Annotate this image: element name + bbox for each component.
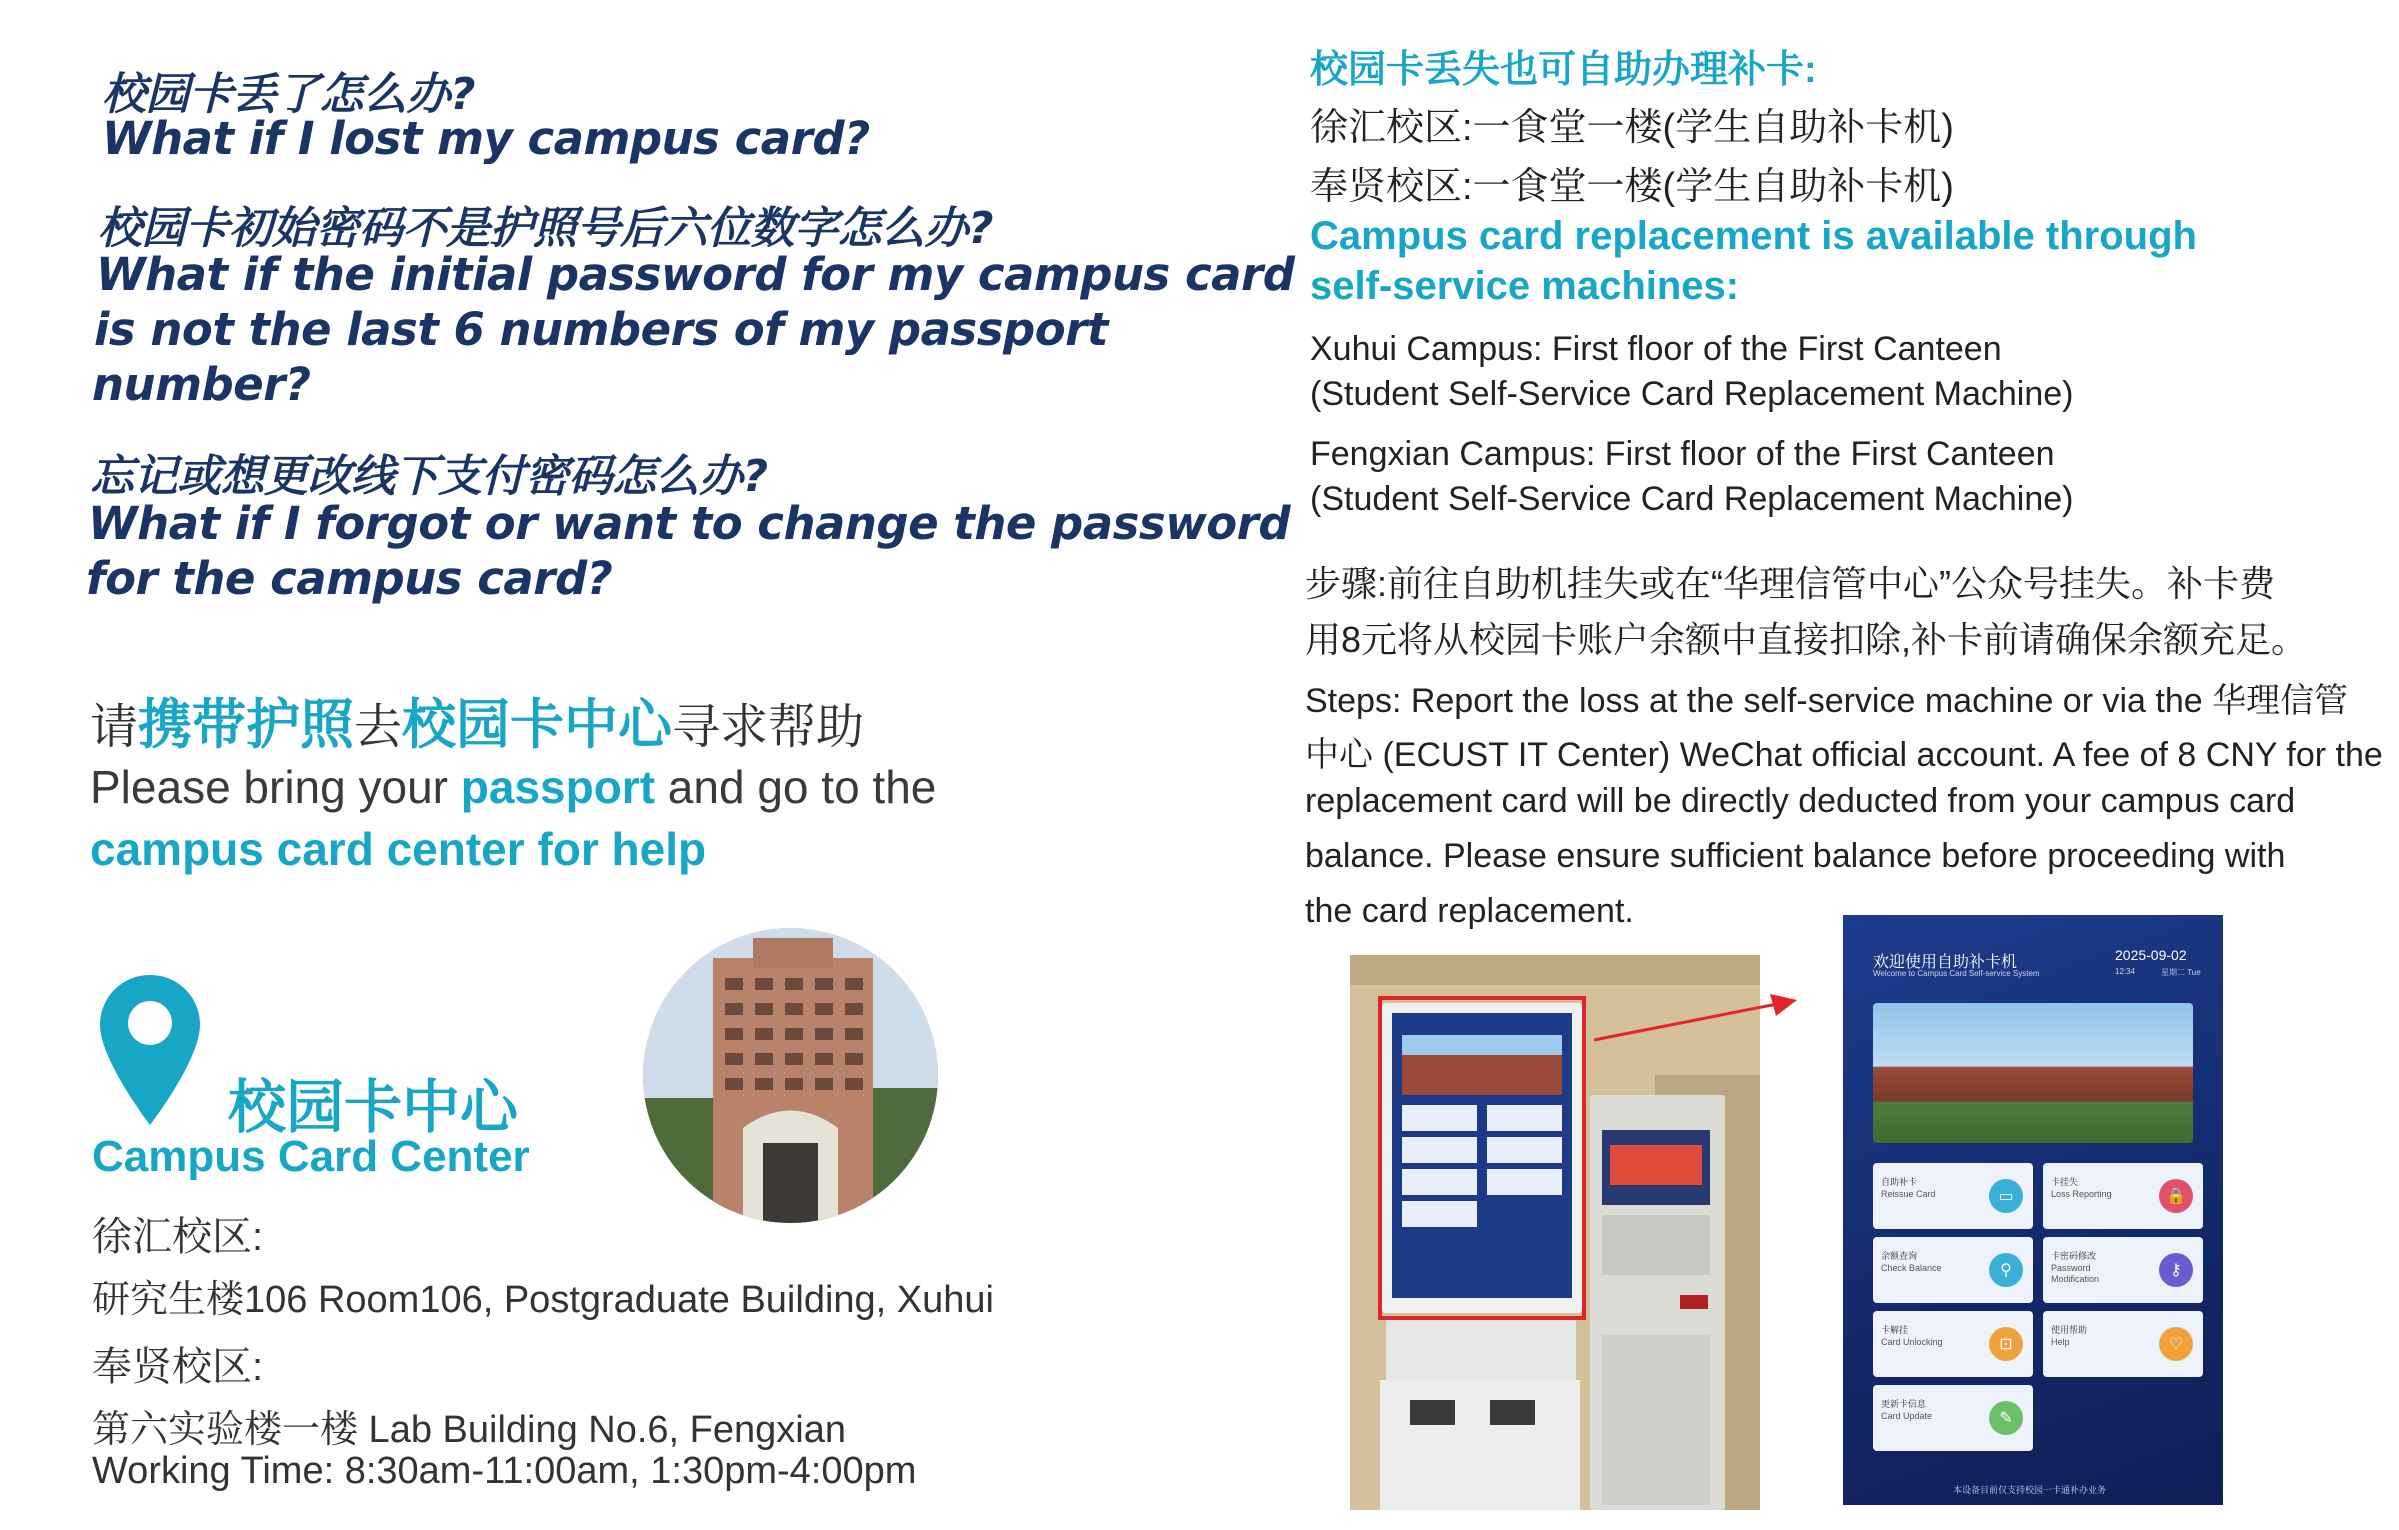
self-service-heading-cn: 校园卡丢失也可自助办理补卡:	[1310, 49, 1817, 91]
unlock-icon: ⊡	[1989, 1327, 2023, 1361]
screen-tile-label-en: Password Modification	[2051, 1263, 2100, 1284]
screen-weekday: 星期二 Tue	[2161, 968, 2201, 977]
xuhui-machine-en-line2: (Student Self-Service Card Replacement Machine)	[1310, 375, 2074, 413]
help-cn-part3: 去	[354, 701, 403, 754]
pen-icon: ✎	[1989, 1401, 2023, 1435]
key-icon: ⚷	[2159, 1253, 2193, 1287]
screen-tile-label-en: Card Update	[1881, 1411, 1933, 1421]
screen-title-en: Welcome to Campus Card Self-service System	[1873, 969, 2040, 978]
screen-tile[interactable]	[2043, 1311, 2203, 1377]
help-cn	[90, 682, 864, 759]
screen-time: 12:34	[2115, 967, 2136, 976]
q2-en-line3: number?	[92, 358, 311, 411]
screen-footer: 本设备目前仅支持校园一卡通补办业务	[1953, 1485, 2107, 1495]
fengxian-address: 第六实验楼一楼 Lab Building No.6, Fengxian	[92, 1409, 846, 1451]
search-coin-icon: ⚲	[1989, 1253, 2023, 1287]
lock-icon: 🔒	[2159, 1179, 2193, 1213]
fengxian-machine-en-line2: (Student Self-Service Card Replacement Machine)	[1310, 480, 2074, 518]
screen-tile[interactable]	[1873, 1385, 2033, 1451]
screen-tile[interactable]	[2043, 1237, 2203, 1303]
campus-card-center-building-photo	[643, 928, 938, 1223]
q3-en-line1: What if I forgot or want to change the password	[88, 497, 1291, 550]
steps-en-line5: the card replacement.	[1305, 892, 1634, 930]
steps-en-line1: Steps: Report the loss at the self-service machine or via the 华理信管	[1305, 682, 2349, 720]
campus-card-center-en: Campus Card Center	[92, 1132, 530, 1181]
xuhui-machine-en-line1: Xuhui Campus: First floor of the First Canteen	[1310, 330, 2002, 368]
steps-en-line4: balance. Please ensure sufficient balance before proceeding with	[1305, 837, 2286, 875]
screen-campus-banner	[1873, 1003, 2193, 1143]
steps-en-line2: 中心 (ECUST IT Center) WeChat official account. A fee of 8 CNY for the	[1305, 736, 2383, 774]
screen-tile-label-en: Help	[2051, 1337, 2070, 1347]
screen-tile-label-cn: 卡解挂	[1881, 1325, 1909, 1335]
steps-cn-line1: 步骤:前往自助机挂失或在“华理信管中心”公众号挂失。补卡费	[1305, 563, 2275, 604]
screen-tile-label-en: Reissue Card	[1881, 1189, 1936, 1199]
help-cn-center: 校园卡中心	[402, 695, 673, 755]
screen-tile[interactable]	[1873, 1237, 2033, 1303]
q1-en: What if I lost my campus card?	[102, 112, 870, 165]
machine-screen-closeup	[1843, 915, 2223, 1505]
screen-tile-label-cn: 卡密码修改	[2051, 1251, 2097, 1261]
screen-tile-label-cn: 余额查询	[1881, 1251, 1918, 1261]
fengxian-label: 奉贤校区:	[92, 1345, 264, 1389]
card-icon: ▭	[1989, 1179, 2023, 1213]
q2-en-line1: What if the initial password for my campus card	[96, 248, 1295, 301]
campus-card-center-cn: 校园卡中心	[228, 1075, 519, 1140]
help-en-part1: Please bring your	[90, 761, 461, 813]
screen-tile-label-cn: 卡挂失	[2051, 1177, 2079, 1187]
fengxian-machine-cn: 奉贤校区:一食堂一楼(学生自助补卡机)	[1310, 166, 1954, 208]
help-cn-passport: 携带护照	[138, 695, 355, 755]
help-cn-part5: 寻求帮助	[672, 701, 865, 754]
red-arrow-icon	[1592, 990, 1802, 1055]
help-en-passport: passport	[460, 761, 656, 813]
screen-tile-label-cn: 自助补卡	[1881, 1177, 1918, 1187]
help-en-center: campus card center for help	[90, 823, 707, 875]
screen-tile-label-cn: 更新卡信息	[1881, 1399, 1927, 1409]
location-pin-icon	[100, 975, 200, 1125]
screen-tile[interactable]	[1873, 1163, 2033, 1229]
fengxian-machine-en-line1: Fengxian Campus: First floor of the First Canteen	[1310, 435, 2055, 473]
help-cn-part1: 请	[90, 701, 139, 754]
q3-en-line2: for the campus card?	[86, 552, 613, 605]
xuhui-machine-cn: 徐汇校区:一食堂一楼(学生自助补卡机)	[1310, 107, 1954, 149]
help-en-line1	[90, 760, 936, 814]
screen-tile-label-en: Loss Reporting	[2051, 1189, 2112, 1199]
q1-cn: 校园卡丢了怎么办?	[102, 69, 476, 120]
self-service-heading-en-line2: self-service machines:	[1310, 264, 1740, 308]
q3-cn: 忘记或想更改线下支付密码怎么办?	[90, 451, 768, 502]
screen-tile-label-en: Card Unlocking	[1881, 1337, 1943, 1347]
help-icon: ♡	[2159, 1327, 2193, 1361]
help-en-part3: and go to the	[655, 761, 937, 813]
screen-tile[interactable]	[2043, 1163, 2203, 1229]
screen-title-cn: 欢迎使用自助补卡机	[1873, 954, 2018, 971]
self-service-heading-en-line1: Campus card replacement is available through	[1310, 214, 2197, 258]
q2-cn: 校园卡初始密码不是护照号后六位数字怎么办?	[98, 203, 994, 254]
screen-tile[interactable]	[1873, 1311, 2033, 1377]
steps-en-line3: replacement card will be directly deducted from your campus card	[1305, 782, 2296, 820]
q2-en-line2: is not the last 6 numbers of my passport	[94, 303, 1108, 356]
help-en-line2	[90, 822, 706, 876]
screen-tile-label-en: Check Balance	[1881, 1263, 1942, 1273]
xuhui-label: 徐汇校区:	[92, 1215, 264, 1259]
steps-cn-line2: 用8元将从校园卡账户余额中直接扣除,补卡前请确保余额充足。	[1305, 619, 2308, 660]
xuhui-address: 研究生楼106 Room106, Postgraduate Building, Xuhui	[92, 1279, 994, 1321]
screen-tile-label-cn: 使用帮助	[2051, 1325, 2088, 1335]
working-time: Working Time: 8:30am-11:00am, 1:30pm-4:00pm	[92, 1450, 917, 1492]
screen-date: 2025-09-02	[2115, 947, 2187, 963]
